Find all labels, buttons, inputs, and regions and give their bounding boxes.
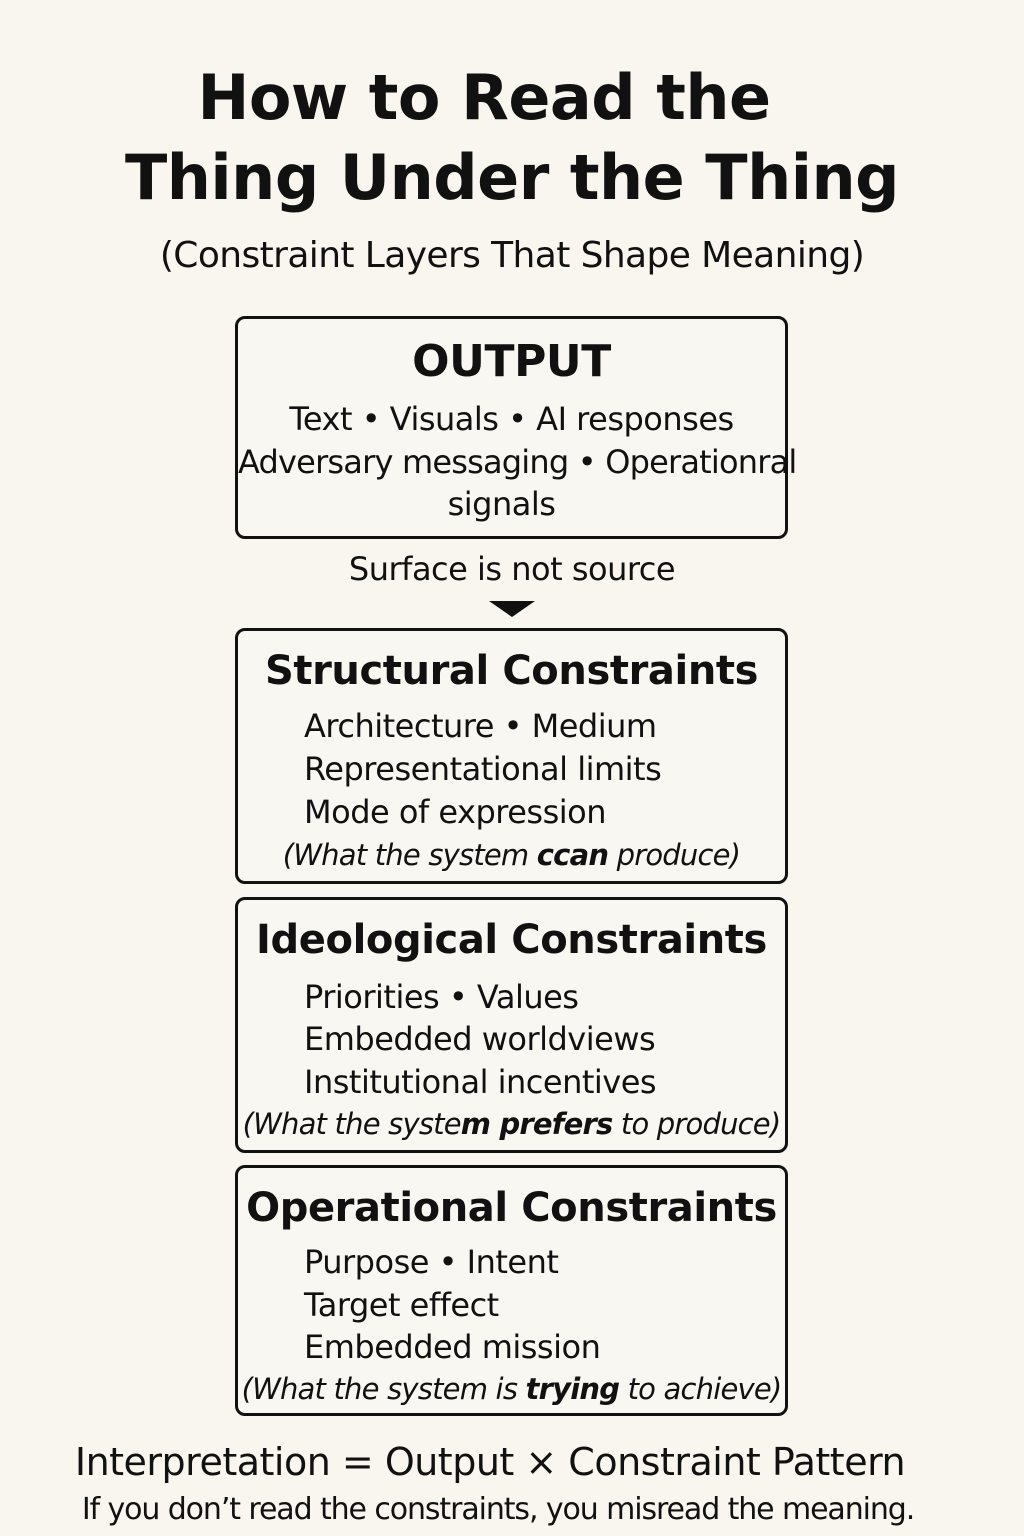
operational-box-title: Operational Constraints <box>246 1185 777 1231</box>
operational-line-1: Purpose • Intent <box>304 1243 559 1281</box>
ideological-note-start: (What the syste <box>242 1107 461 1141</box>
footer-text: If you don’t read the constraints, you misread the meaning. <box>81 1492 915 1527</box>
ideological-line-3: Institutional incentives <box>304 1063 657 1101</box>
connector-label: Surface is not source <box>348 550 676 588</box>
ideological-line-2: Embedded worldviews <box>304 1020 656 1058</box>
operational-note-emphasis: trying <box>525 1372 620 1406</box>
output-line-3: signals <box>447 485 556 523</box>
output-box-title: OUTPUT <box>412 336 611 387</box>
output-box <box>235 316 797 539</box>
ideological-note-end: to produce) <box>612 1107 781 1141</box>
formula: Interpretation = Output × Constraint Pattern <box>74 1440 906 1484</box>
operational-note <box>238 1369 785 1409</box>
ideological-note-emphasis: m prefers <box>460 1107 613 1141</box>
ideological-line-1: Priorities • Values <box>304 978 579 1016</box>
structural-note <box>238 835 785 875</box>
operational-note-start: (What the system is <box>241 1372 526 1406</box>
structural-note-end: produce) <box>608 838 741 872</box>
operational-note-end: to achieve) <box>619 1372 782 1406</box>
output-line-2: Adversary messaging • Operationral <box>238 443 797 481</box>
operational-constraints-box <box>235 1165 788 1416</box>
ideological-constraints-box <box>235 897 788 1153</box>
ideological-note <box>238 1104 785 1144</box>
structural-note-start: (What the system <box>282 838 537 872</box>
structural-line-1: Architecture • Medium <box>304 707 657 745</box>
operational-line-2: Target effect <box>304 1286 499 1324</box>
ideological-box-title: Ideological Constraints <box>256 917 767 963</box>
structural-constraints-box <box>235 628 788 884</box>
structural-note-emphasis: ccan <box>536 838 609 872</box>
down-arrow-icon <box>489 601 535 617</box>
title-line-1: How to Read the <box>197 61 771 134</box>
structural-box-title: Structural Constraints <box>264 648 759 694</box>
structural-line-2: Representational limits <box>304 750 662 788</box>
title-line-2: Thing Under the Thing <box>125 141 899 214</box>
output-line-1: Text • Visuals • AI responses <box>289 400 734 438</box>
structural-line-3: Mode of expression <box>304 793 606 831</box>
subtitle: (Constraint Layers That Shape Meaning) <box>159 235 865 276</box>
operational-line-3: Embedded mission <box>304 1328 601 1366</box>
